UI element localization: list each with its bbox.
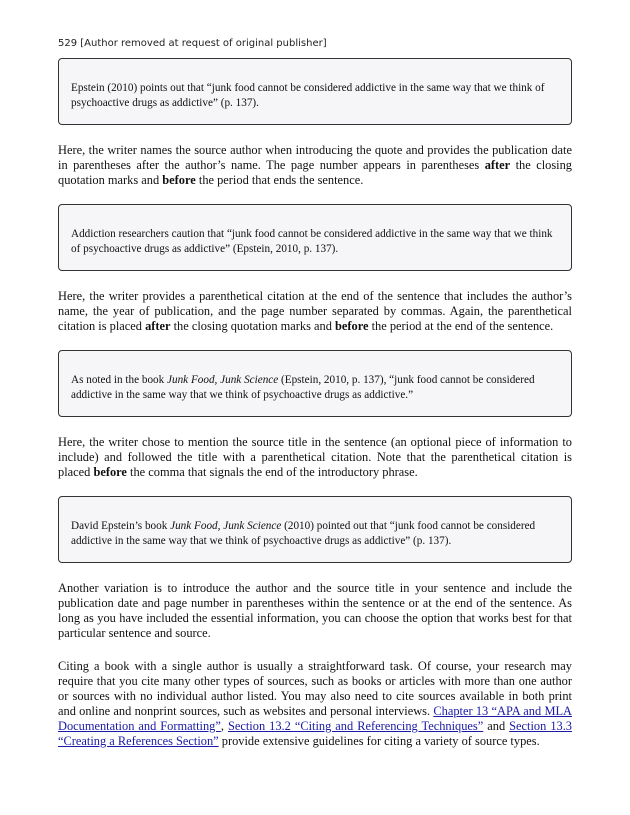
book-title: Junk Food, Junk Science xyxy=(167,374,279,386)
emphasis: before xyxy=(162,173,196,187)
text-run: Citing a book with a single author is usually a straightforward task. Of course, your research may require that you cite many other types of sources, such as books or articles with more than one author or sources with no individual author listed. You may also need to cite sources available in both print and online and nonprint sources, such as websites and personal interviews. xyxy=(58,659,572,718)
citing-paragraph xyxy=(58,659,572,749)
text-run: As noted in the book xyxy=(71,374,168,386)
explanation-paragraph-1 xyxy=(58,143,572,188)
text-run: provide extensive guidelines for citing a variety of source types. xyxy=(218,734,540,748)
text-run: the comma that signals the end of the introductory phrase. xyxy=(126,465,418,479)
explanation-paragraph-3 xyxy=(58,435,572,480)
emphasis: after xyxy=(145,319,171,333)
example-text: Addiction researchers caution that “junk food cannot be considered addictive in the same way that we think of psychoactive drugs as addictive” (Epstein, 2010, p. 137). xyxy=(71,228,553,255)
example-box-2 xyxy=(58,204,572,271)
emphasis: after xyxy=(484,158,511,172)
example-box-1 xyxy=(58,58,572,125)
text-run: and xyxy=(483,719,510,733)
text-run: (2010) pointed out that “junk food cannot be considered addictive in the same way that we think of psychoactive drugs as addictive” (p. 137). xyxy=(71,520,536,547)
page-header: 529 [Author removed at request of original publisher] xyxy=(58,38,327,49)
emphasis: before xyxy=(93,465,127,479)
text-run: David Epstein’s book xyxy=(71,520,171,532)
example-box-3 xyxy=(58,350,572,417)
text-run: Here, the writer names the source author when introducing the quote and provides the publication date in parentheses after the author’s name. The page number appears in parentheses xyxy=(58,143,572,172)
text-run: the period at the end of the sentence. xyxy=(368,319,554,333)
section-13-2-link[interactable]: Section 13.2 “Citing and Referencing Techniques” xyxy=(227,719,484,733)
text-run: (Epstein, 2010, p. 137), “junk food cannot be considered addictive in the same way that we think of psychoactive drugs as addictive.” xyxy=(71,374,535,401)
text-run: the closing quotation marks and xyxy=(58,158,572,187)
section-13-3-link[interactable]: Section 13.3 “Creating a References Section” xyxy=(58,719,573,748)
example-text: Epstein (2010) points out that “junk food cannot be considered addictive in the same way that we think of psychoactive drugs as addictive” (p. 137). xyxy=(71,82,545,109)
chapter-13-link[interactable]: Chapter 13 “APA and MLA Documentation and Formatting” xyxy=(58,704,572,733)
text-run: the closing quotation marks and xyxy=(170,319,336,333)
emphasis: before xyxy=(335,319,369,333)
example-box-4 xyxy=(58,496,572,563)
explanation-paragraph-2 xyxy=(58,289,572,334)
text-run: Here, the writer provides a parenthetical citation at the end of the sentence that includes the author’s name, the year of publication, and the page number separated by commas. Again, the parenthetical citation is placed xyxy=(58,289,572,333)
page-content xyxy=(58,58,572,749)
text-run: , xyxy=(220,719,228,733)
text-run: the period that ends the sentence. xyxy=(195,173,364,187)
book-title: Junk Food, Junk Science xyxy=(170,520,282,532)
variation-paragraph: Another variation is to introduce the author and the source title in your sentence and include the publication date and page number in parentheses within the sentence or at the end of the sentence. As long as you have included the essential information, you can choose the option that works best for that particular sentence and source. xyxy=(58,581,572,640)
text-run: Here, the writer chose to mention the source title in the sentence (an optional piece of information to include) and followed the title with a parenthetical citation. Note that the parenthetical citation is placed xyxy=(58,435,572,479)
